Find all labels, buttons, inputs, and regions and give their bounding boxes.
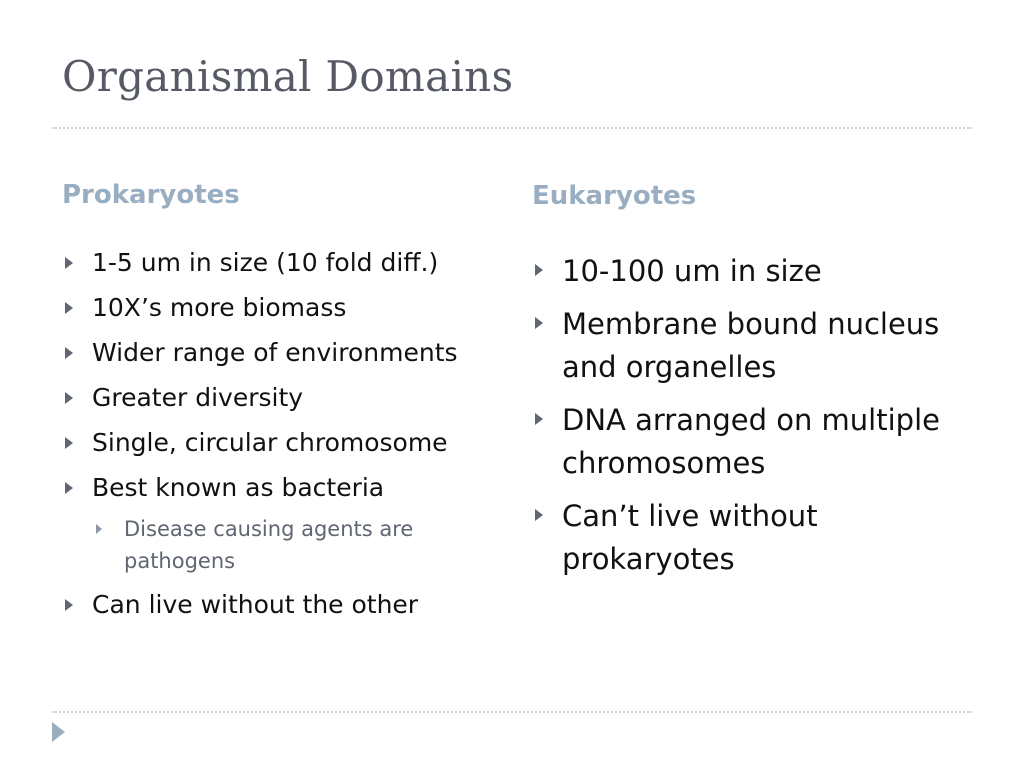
eukaryotes-list [532,250,982,591]
list-item [62,588,502,622]
bullet-arrow-icon [535,317,543,329]
eukaryotes-heading: Eukaryotes [532,181,697,211]
list-item-text: 10X’s more biomass [92,293,347,322]
list-item [532,399,982,485]
bullet-arrow-icon [65,392,73,404]
list-item [62,471,502,577]
list-item [62,336,502,370]
list-item [62,291,502,325]
list-item [532,303,982,389]
list-item-text: DNA arranged on multiple chromosomes [562,403,940,480]
bullet-arrow-icon [65,302,73,314]
sub-list-item [92,513,502,577]
list-item [532,250,982,293]
bullet-arrow-icon [65,437,73,449]
title-divider [52,127,972,129]
sub-list [92,513,502,577]
prokaryotes-list [62,246,502,633]
corner-arrow-icon [52,722,65,742]
list-item-text: 1-5 um in size (10 fold diff.) [92,248,439,277]
footer-divider [52,711,972,713]
list-item-text: Can live without the other [92,590,419,619]
list-item [532,495,982,581]
list-item [62,246,502,280]
list-item-text: Greater diversity [92,383,304,412]
bullet-arrow-icon [535,509,543,521]
list-item-text: Best known as bacteria [92,473,385,502]
bullet-arrow-icon [65,599,73,611]
sub-bullet-arrow-icon [96,524,102,534]
bullet-arrow-icon [65,347,73,359]
sub-list-item-text: Disease causing agents are pathogens [124,517,414,573]
list-item-text: Wider range of environments [92,338,458,367]
prokaryotes-heading: Prokaryotes [62,180,240,210]
bullet-arrow-icon [535,413,543,425]
bullet-arrow-icon [65,482,73,494]
list-item [62,426,502,460]
list-item-text: Single, circular chromosome [92,428,448,457]
bullet-arrow-icon [65,257,73,269]
slide-title: Organismal Domains [62,52,514,101]
list-item-text: Membrane bound nucleus and organelles [562,307,940,384]
bullet-arrow-icon [535,264,543,276]
list-item [62,381,502,415]
list-item-text: Can’t live without prokaryotes [562,499,818,576]
list-item-text: 10-100 um in size [562,254,822,288]
